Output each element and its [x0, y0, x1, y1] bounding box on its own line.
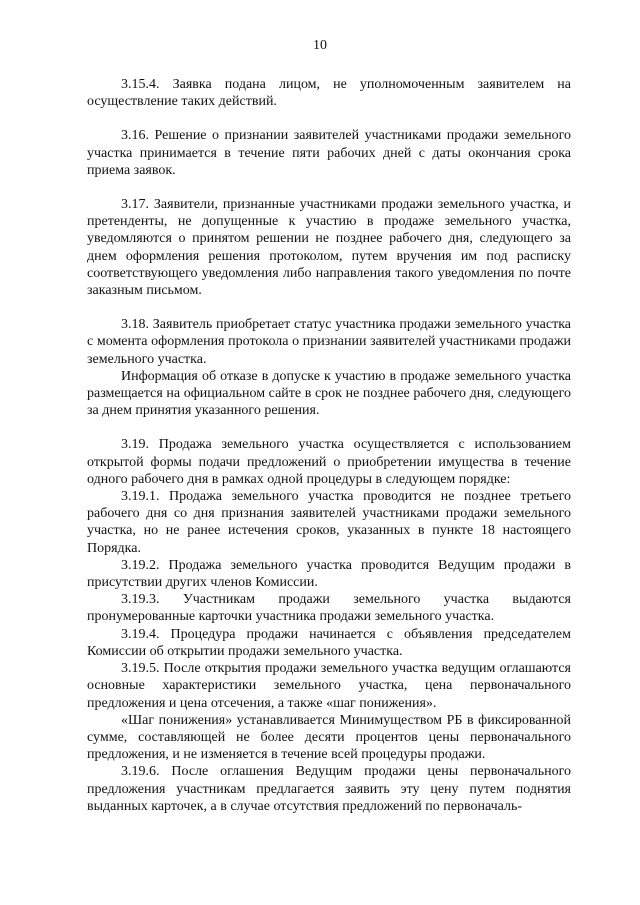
paragraph-step-decrease: «Шаг понижения» устанавливается Минимуществом РБ в фиксированной сумме, составляющей не более десяти процентов цены первоначального предложения, и не изменяется в течение всей процедуры продажи. [87, 712, 571, 763]
paragraph-3-17: 3.17. Заявители, признанные участниками продажи земельного участка, и претенденты, не допущенные к участию в продаже земельного участка, уведомляются о принятом решении не позднее рабочего дня, следующего за днем оформления решения протоколом, путем вручения им под расписку соответствующего уведомления либо направления такого уведомления по почте заказным письмом. [87, 197, 571, 299]
paragraph-3-19-5: 3.19.5. После открытия продажи земельного участка ведущим оглашаются основные характеристики земельного участка, цена первоначального предложения и цена отсечения, а также «шаг понижения». [87, 661, 571, 711]
paragraph-3-19: 3.19. Продажа земельного участка осуществляется с использованием открытой формы подачи предложений о приобретении имущества в течение одного рабочего дня в рамках одной процедуры в следующем порядке: [87, 437, 571, 487]
paragraph-3-19-4: 3.19.4. Процедура продажи начинается с объявления председателем Комиссии об открытии продажи земельного участка. [87, 626, 571, 659]
paragraph-3-16: 3.16. Решение о признании заявителей участниками продажи земельного участка принимается в течение пяти рабочих дней с даты окончания срока приема заявок. [87, 128, 571, 178]
document-body [87, 76, 571, 815]
paragraph-3-18: 3.18. Заявитель приобретает статус участника продажи земельного участка с момента оформления протокола о признании заявителей участниками продажи земельного участка. [87, 317, 571, 367]
paragraph-3-19-2: 3.19.2. Продажа земельного участка проводится Ведущим продажи в присутствии других членов Комиссии. [87, 557, 571, 591]
page-number: 10 [313, 38, 327, 53]
paragraph-3-19-3: 3.19.3. Участникам продажи земельного участка выдаются пронумерованные карточки участника продажи земельного участка. [87, 592, 571, 625]
paragraph-3-19-6: 3.19.6. После оглашения Ведущим продажи цены первоначального предложения участникам предлагается заявить эту цену путем поднятия выданных карточек, а в случае отсутствия предложений по первоначаль- [87, 764, 571, 814]
paragraph-3-15-4: 3.15.4. Заявка подана лицом, не уполномоченным заявителем на осуществление таких действий. [87, 77, 571, 110]
paragraph-3-18-info: Информация об отказе в допуске к участию в продаже земельного участка размещается на официальном сайте в срок не позднее рабочего дня, следующего за днем принятия указанного решения. [87, 368, 571, 419]
paragraph-3-19-1: 3.19.1. Продажа земельного участка проводится не позднее третьего рабочего дня со дня признания заявителей участниками продажи земельного участка, но не ранее истечения сроков, указанных в пункте 18 настоящего Порядка. [87, 489, 571, 556]
